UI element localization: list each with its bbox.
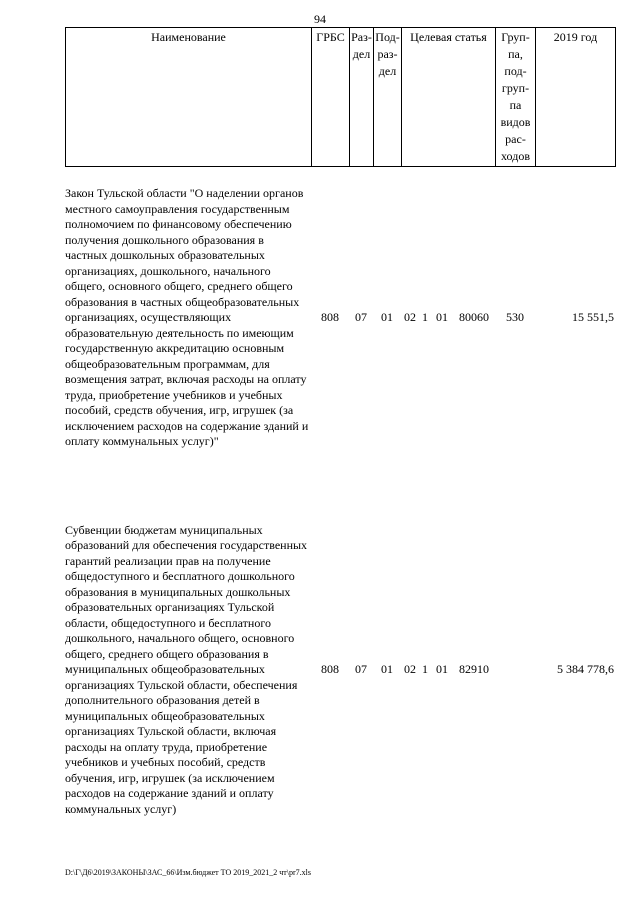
col-header-name: Наименование <box>66 28 312 167</box>
footer-file-path: D:\Г\Д6\2019\ЗАКОНЫ\ЗАС_66\Изм.бюджет ТО 2019_2021_2 чт\pr7.xls <box>65 868 311 877</box>
col-header-group: Груп- па, под- груп- па видов рас- ходов <box>496 28 536 167</box>
row-target-4: 80060 <box>459 310 489 325</box>
table-row <box>65 158 615 478</box>
col-header-grbs: ГРБС <box>312 28 350 167</box>
row-target-3: 01 <box>436 310 448 325</box>
row-group: 530 <box>506 310 524 325</box>
row-podrazdel: 01 <box>381 310 393 325</box>
row-razdel: 07 <box>355 662 367 677</box>
row-amount: 5 384 778,6 <box>557 662 614 677</box>
col-header-year: 2019 год <box>536 28 616 167</box>
row-table-2 <box>65 500 615 840</box>
col-header-razdel: Раз- дел <box>350 28 374 167</box>
row-group <box>495 500 535 840</box>
row-target-3: 01 <box>436 662 448 677</box>
row-target-2: 1 <box>422 310 428 325</box>
row-target-2: 1 <box>422 662 428 677</box>
row-grbs: 808 <box>321 310 339 325</box>
row-target-1: 02 <box>404 662 416 677</box>
page-number: 94 <box>314 12 326 26</box>
row-name: Субвенции бюджетам муниципальных образований для обеспечения государственных гарантий реализации прав на получение общедоступного и бесплатного дошкольного образования в муниципальных дошкольных образовательных организациях Тульской области, общедоступного и бесплатного дошкольного, начального общего, основного общего, среднего общего образования в муниципальных общеобразовательных организациях Тульской области, обеспечения дополнительного образования детей в муниципальных общеобразовательных организациях Тульской области, включая расходы на оплату труда, приобретение учебников и учебных пособий, средств обучения, игр, игрушек (за исключением расходов на содержание зданий и оплату коммунальных услуг) <box>65 522 308 816</box>
row-name: Закон Тульской области "О наделении органов местного самоуправления государственным полномочием по финансовому обеспечению получения дошкольного образования в частных дошкольных образовательных организациях, дошкольного, начального общего, основного общего, среднего общего образования в частных общеобразовательных организациях, осуществляющих образовательную деятельность по имеющим государственную аккредитацию основным общеобразовательным программам, для возмещения затрат, включая расходы на оплату труда, приобретение учебников и учебных пособий, средств обучения, игр, игрушек (за исключением расходов на содержание зданий и оплату коммунальных услуг)" <box>65 186 309 449</box>
row-grbs: 808 <box>321 662 339 677</box>
row-target-1: 02 <box>404 310 416 325</box>
col-header-podrazdel: Под- раз- дел <box>374 28 402 167</box>
col-header-target: Целевая статья <box>402 28 496 167</box>
row-podrazdel: 01 <box>381 662 393 677</box>
table-row <box>65 500 615 840</box>
row-razdel: 07 <box>355 310 367 325</box>
row-table-1 <box>65 158 615 478</box>
row-target-4: 82910 <box>459 662 489 677</box>
row-amount: 15 551,5 <box>572 310 614 325</box>
table-header <box>65 27 616 167</box>
